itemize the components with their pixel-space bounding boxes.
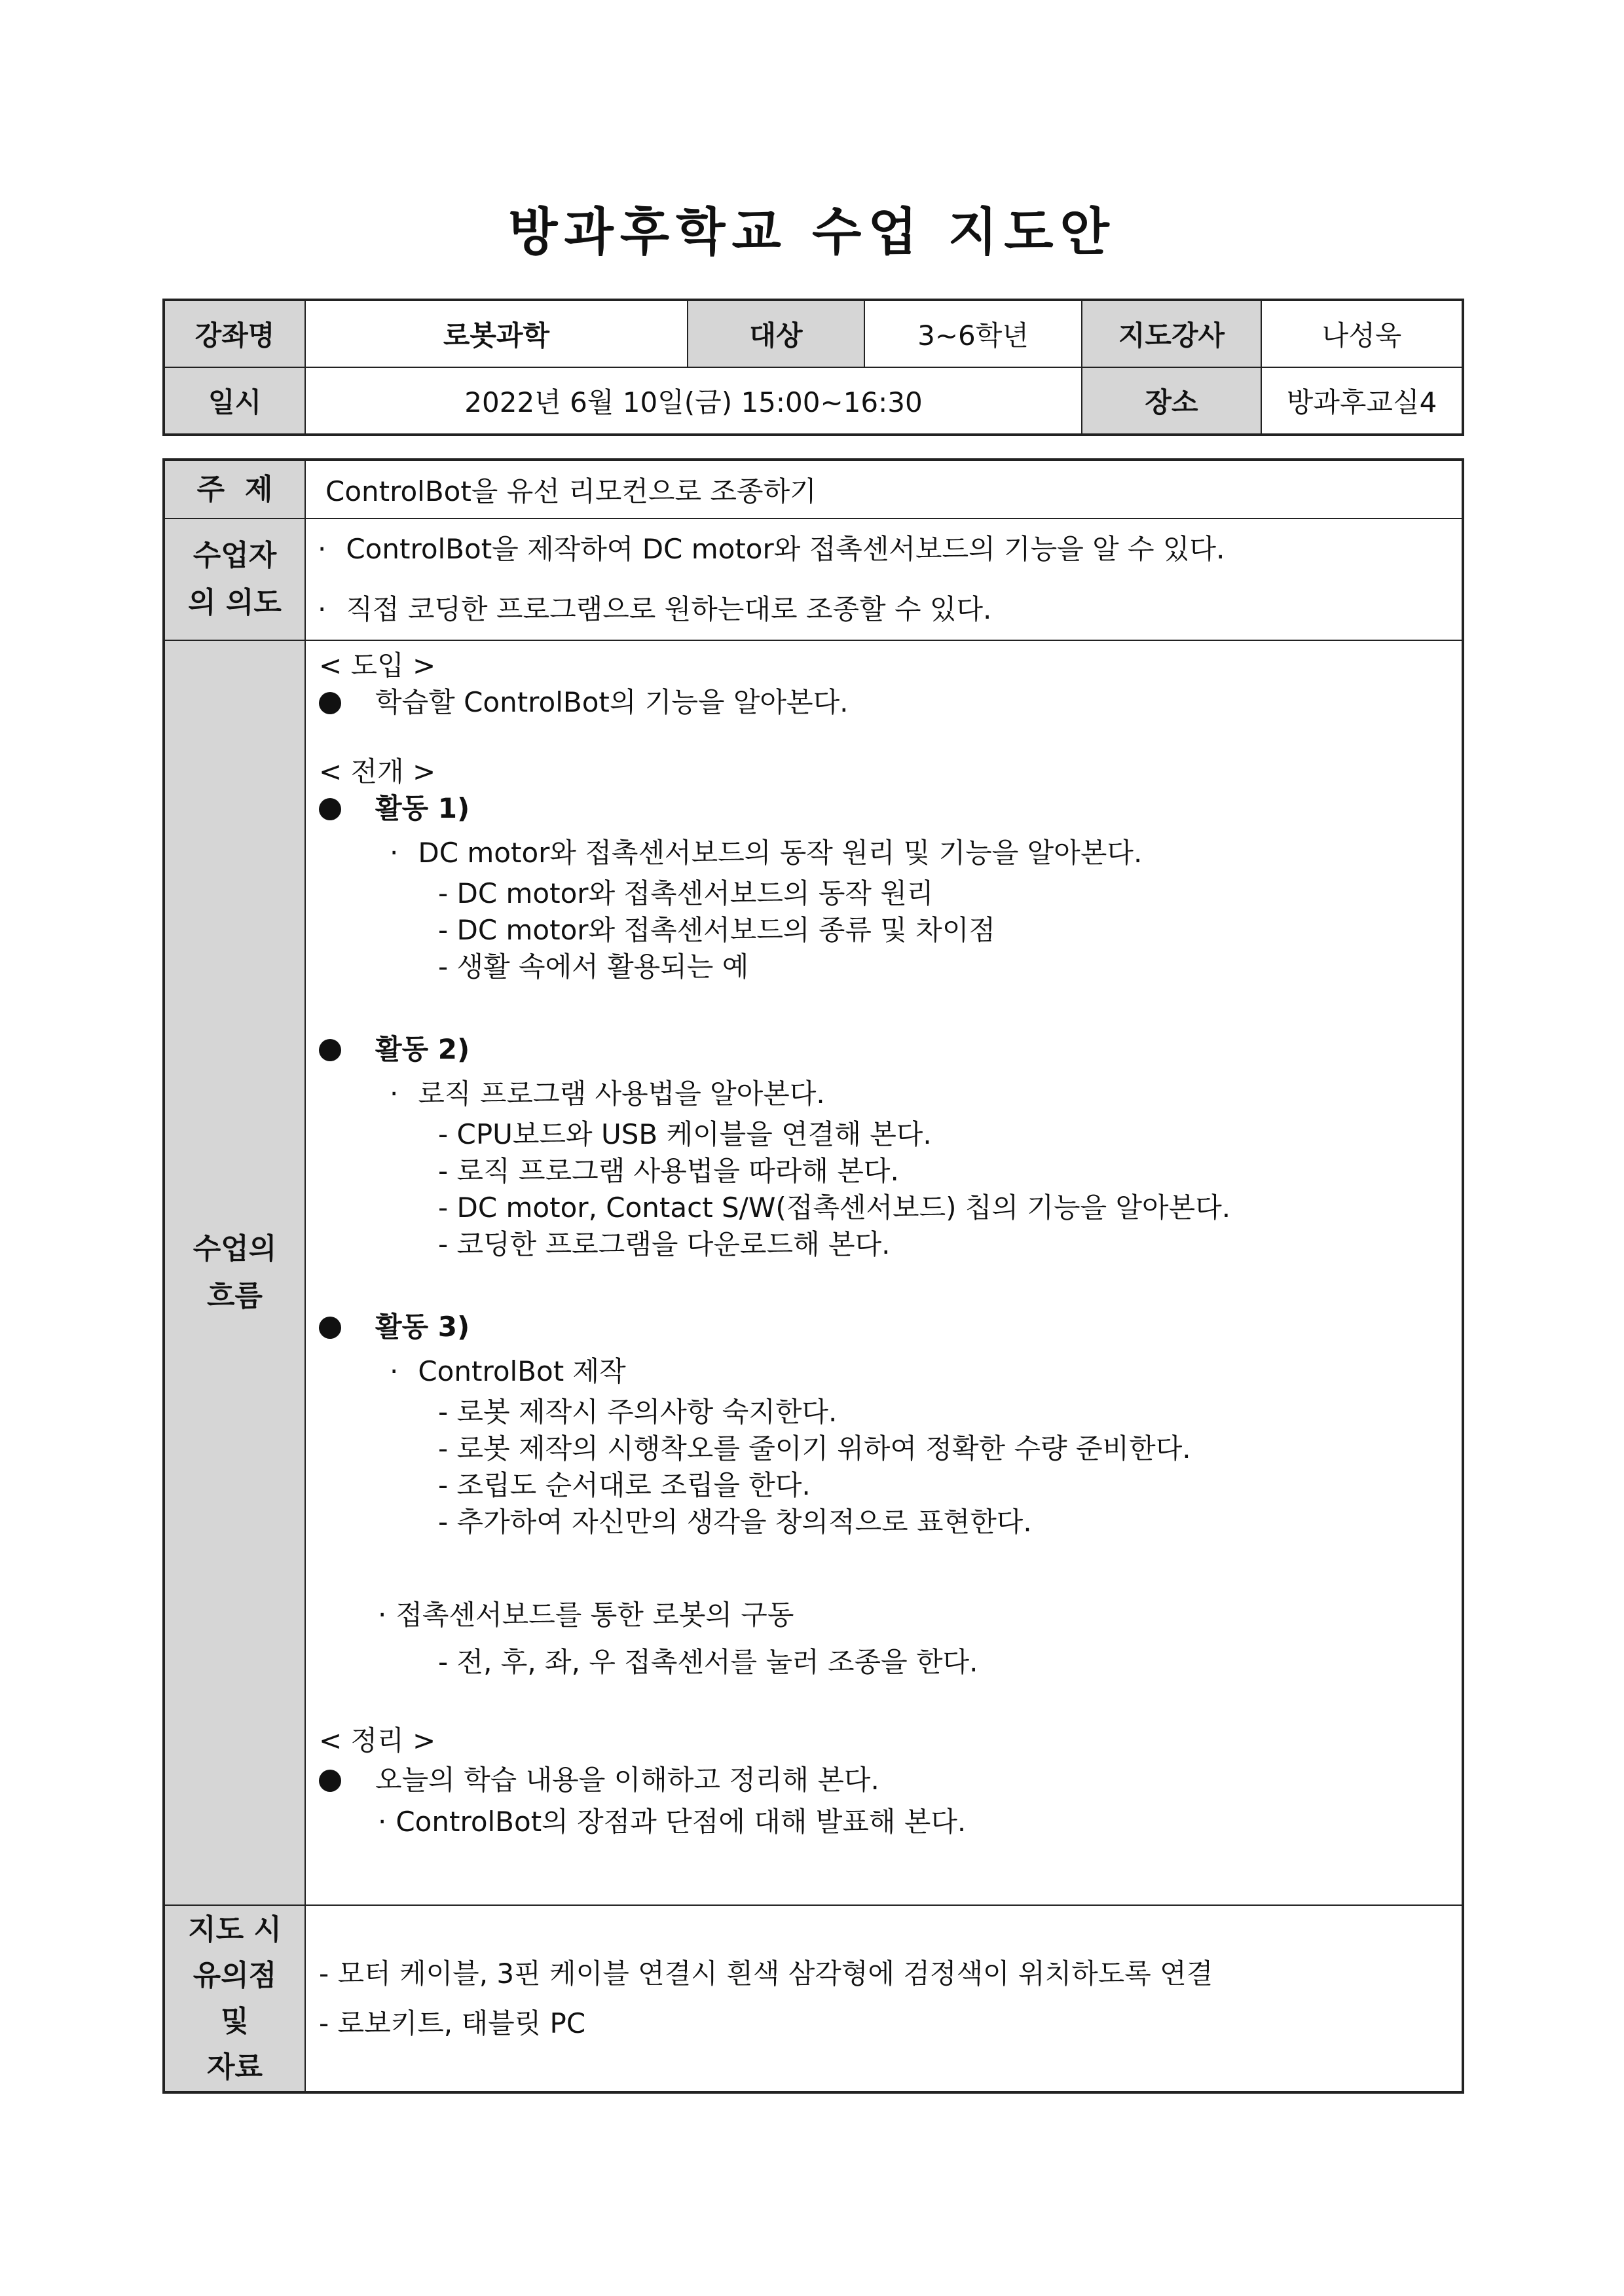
notes-label: [164, 1905, 305, 2092]
flow-label: [164, 640, 305, 1905]
topic-label: 주 제: [164, 460, 305, 519]
develop-heading: < 전개 >: [319, 756, 436, 788]
intent-label-line2: 의 의도: [188, 586, 282, 619]
bullet-icon: [319, 1317, 341, 1339]
summary-item: 오늘의 학습 내용을 이해하고 정리해 본다.: [319, 1762, 879, 1798]
activity-3-item-2: · 접촉센서보드를 통한 로봇의 구동: [378, 1599, 794, 1631]
intent-item-2: · 직접 코딩한 프로그램으로 원하는대로 조종할 수 있다.: [318, 593, 992, 625]
date-value: 2022년 6월 10일(금) 15:00~16:30: [305, 367, 1082, 435]
topic-value: ControlBot을 유선 리모컨으로 조종하기: [305, 460, 1463, 519]
activity-3-sub-1: - 로봇 제작시 주의사항 숙지한다.: [438, 1396, 838, 1428]
notes-label-line2: 유의점: [193, 1958, 277, 1992]
intent-label-line1: 수업자: [193, 539, 277, 572]
place-value: 방과후교실4: [1261, 367, 1463, 435]
bullet-icon: [319, 1039, 341, 1061]
activity-1-item: · DC motor와 접촉센서보드의 동작 원리 및 기능을 알아본다.: [390, 837, 1143, 869]
lesson-table: [162, 458, 1464, 2094]
bullet-icon: [319, 692, 341, 714]
date-label: 일시: [164, 367, 305, 435]
course-value: 로봇과학: [305, 300, 688, 367]
notes-label-line4: 자료: [206, 2050, 263, 2084]
intent-item-1: · ControlBot을 제작하여 DC motor와 접촉센서보드의 기능을 알 수 있다.: [318, 533, 1225, 565]
activity-3-sub-5: - 전, 후, 좌, 우 접촉센서를 눌러 조종을 한다.: [438, 1646, 978, 1678]
activity-2-sub-3: - DC motor, Contact S/W(접촉센서보드) 칩의 기능을 알아본다.: [438, 1192, 1231, 1224]
intro-heading: < 도입 >: [319, 649, 436, 682]
flow-content: [305, 640, 1463, 1905]
intent-label: [164, 519, 305, 640]
activity-3-sub-4: - 추가하여 자신만의 생각을 창의적으로 표현한다.: [438, 1506, 1032, 1538]
notes-label-line1: 지도 시: [188, 1912, 282, 1946]
activity-2-sub-4: - 코딩한 프로그램을 다운로드해 본다.: [438, 1228, 891, 1260]
activity-1-sub-2: - DC motor와 접촉센서보드의 종류 및 차이점: [438, 914, 995, 946]
notes-label-line3: 및: [221, 2004, 249, 2038]
activity-2-sub-2: - 로직 프로그램 사용법을 따라해 본다.: [438, 1155, 899, 1187]
bullet-icon: [319, 798, 341, 820]
course-label: 강좌명: [164, 300, 305, 367]
place-label: 장소: [1082, 367, 1261, 435]
activity-2-item: · 로직 프로그램 사용법을 알아본다.: [390, 1078, 825, 1110]
activity-1-title: 활동 1): [319, 790, 470, 827]
teacher-label: 지도강사: [1082, 300, 1261, 367]
target-value: 3~6학년: [864, 300, 1082, 367]
activity-3-title: 활동 3): [319, 1309, 470, 1345]
notes-item-2: - 로보키트, 태블릿 PC: [319, 2007, 586, 2039]
flow-label-line2: 흐름: [206, 1279, 263, 1313]
bullet-icon: [319, 1770, 341, 1792]
activity-3-sub-3: - 조립도 순서대로 조립을 한다.: [438, 1469, 811, 1501]
activity-1-sub-3: - 생활 속에서 활용되는 예: [438, 951, 749, 983]
activity-2-title: 활동 2): [319, 1031, 470, 1068]
activity-2-sub-1: - CPU보드와 USB 케이블을 연결해 본다.: [438, 1118, 932, 1150]
notes-item-1: - 모터 케이블, 3핀 케이블 연결시 흰색 삼각형에 검정색이 위치하도록 연결: [319, 1957, 1213, 1990]
info-table: [162, 299, 1464, 436]
summary-heading: < 정리 >: [319, 1724, 436, 1757]
activity-1-sub-1: - DC motor와 접촉센서보드의 동작 원리: [438, 877, 934, 909]
page-title: 방과후학교 수업 지도안: [508, 203, 1116, 262]
flow-label-line1: 수업의: [193, 1232, 277, 1266]
summary-sub: · ControlBot의 장점과 단점에 대해 발표해 본다.: [378, 1806, 967, 1838]
intro-item: 학습할 ControlBot의 기능을 알아본다.: [319, 684, 849, 721]
activity-3-item: · ControlBot 제작: [390, 1355, 626, 1387]
activity-3-sub-2: - 로봇 제작의 시행착오를 줄이기 위하여 정확한 수량 준비한다.: [438, 1432, 1191, 1465]
target-label: 대상: [688, 300, 864, 367]
teacher-value: 나성욱: [1261, 300, 1463, 367]
